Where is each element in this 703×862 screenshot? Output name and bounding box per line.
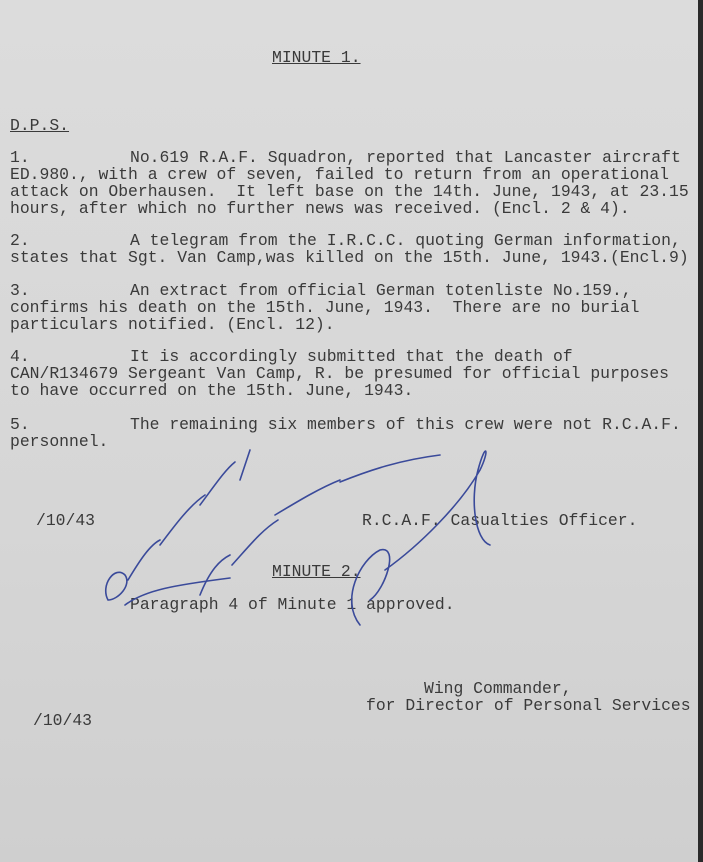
para-1-line: hours, after which no further news was received. (Encl. 2 & 4). bbox=[10, 199, 630, 218]
para-1-line: ED.980., with a crew of seven, failed to return from an operational bbox=[10, 165, 670, 184]
para-3-line: particulars notified. (Encl. 12). bbox=[10, 315, 335, 334]
para-5-number: 5. bbox=[10, 415, 30, 434]
casualties-officer-signoff: R.C.A.F. Casualties Officer. bbox=[362, 511, 638, 530]
para-3-number: 3. bbox=[10, 281, 30, 300]
date-2: /10/43 bbox=[33, 711, 93, 730]
wing-commander-signoff: Wing Commander, bbox=[424, 679, 572, 698]
para-1-number: 1. bbox=[10, 148, 30, 167]
para-1-line: attack on Oberhausen. It left base on the 14th. June, 1943, at 23.15 bbox=[10, 182, 689, 201]
para-5-line: The remaining six members of this crew were not R.C.A.F. bbox=[130, 415, 681, 434]
minute-1-title: MINUTE 1. bbox=[272, 48, 361, 67]
para-3-line: confirms his death on the 15th. June, 1943. There are no burial bbox=[10, 298, 640, 317]
minute-2-title: MINUTE 2. bbox=[272, 562, 361, 581]
minute-2-text: Paragraph 4 of Minute 1 approved. bbox=[130, 595, 455, 614]
date-1: /10/43 bbox=[36, 511, 96, 530]
addressee: D.P.S. bbox=[10, 116, 70, 135]
para-2-line: A telegram from the I.R.C.C. quoting German information, bbox=[130, 231, 681, 250]
para-4-number: 4. bbox=[10, 347, 30, 366]
para-2-number: 2. bbox=[10, 231, 30, 250]
para-2-line: states that Sgt. Van Camp,was killed on the 15th. June, 1943.(Encl.9) bbox=[10, 248, 689, 267]
director-signoff: for Director of Personal Services bbox=[366, 696, 691, 715]
para-5-line: personnel. bbox=[10, 432, 109, 451]
para-4-line: to have occurred on the 15th. June, 1943. bbox=[10, 381, 414, 400]
para-3-line: An extract from official German totenliste No.159., bbox=[130, 281, 632, 300]
para-4-line: CAN/R134679 Sergeant Van Camp, R. be presumed for official purposes bbox=[10, 364, 670, 383]
para-4-line: It is accordingly submitted that the death of bbox=[130, 347, 573, 366]
para-1-line: No.619 R.A.F. Squadron, reported that Lancaster aircraft bbox=[130, 148, 681, 167]
